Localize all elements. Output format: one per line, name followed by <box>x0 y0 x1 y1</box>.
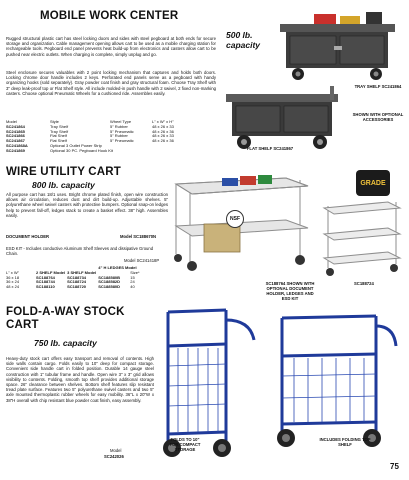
mobile-capacity: 500 lb. capacity <box>226 30 261 50</box>
fold-capacity: 750 lb. capacity <box>34 338 97 348</box>
table-cell: 5" Rubber <box>110 123 128 129</box>
table-cell: 48 x 26 x 33 <box>152 133 174 139</box>
table-cell: SC188724 <box>67 279 87 285</box>
flat-shelf-caption: FLAT SHELF SC241867 <box>246 146 294 151</box>
table-cell: 48 x 24 <box>6 284 20 290</box>
table-header: Wheel Type <box>110 119 132 124</box>
table-cell: 48 x 26 x 36 <box>152 128 174 134</box>
nsf-badge <box>226 210 244 228</box>
table-cell: SC241868A <box>6 142 28 148</box>
table-cell: SC241866 <box>6 133 25 139</box>
grade-badge <box>356 170 390 196</box>
fold-model-number: SC242026 <box>104 454 124 459</box>
sc188764-caption: SC188764 SHOWN WITH OPTIONAL DOCUMENT HOLDER, LEDGES AND ESD KIT <box>265 281 315 301</box>
wire-cart-sc188764-image <box>170 170 320 278</box>
table-header: Style <box>50 119 59 124</box>
table-cell: 36 x 24 <box>6 279 20 285</box>
table-cell: SC241865 <box>6 128 25 134</box>
mobile-paragraph-1: Rugged structural plastic cart has steel locking doors and sides with steel pegboard at both ends for secure storage and organization. Cable management opening allows cart to be used as a mobile charging station for rechargeable tools. Pegboard end panel prevents heat build-up from electronics and casters allow cart to be pushed near electric outlets. When charging is complete, simply unplug and go. <box>6 36 216 57</box>
wire-capacity: 800 lb. capacity <box>32 180 95 190</box>
folds-caption: FOLDS TO 10" FOR COMPACT STORAGE <box>169 437 201 452</box>
table-header: 3 SHELF Model <box>67 269 97 275</box>
table-row <box>6 149 176 154</box>
table-cell: 5" Pneumatic <box>110 128 134 134</box>
table-cell: SC188580B <box>98 274 121 280</box>
sc188724-caption: SC188724 <box>354 281 374 286</box>
tray-shelf-cart-image <box>270 4 404 84</box>
table-header: Size* <box>130 269 140 275</box>
table-cell: SC241867 <box>6 138 25 144</box>
table-cell: 15 <box>130 274 135 280</box>
document-holder-label: DOCUMENT HOLDER <box>6 234 50 239</box>
table-cell: SC241864 <box>6 123 25 129</box>
table-cell: 24 <box>130 279 135 285</box>
folding-shelf-caption: INCLUDES FOLDING TOP SHELF <box>319 437 371 447</box>
table-cell: 40 <box>130 284 135 290</box>
table-cell: 5" Rubber <box>110 133 128 139</box>
table-cell: Optional 30 PC. Pegboard Hook Kit <box>50 147 113 153</box>
flat-shelf-cart-image <box>220 78 345 153</box>
tray-shelf-caption: TRAY SHELF SC241864 <box>354 84 402 89</box>
table-cell: SC188580D <box>98 284 121 290</box>
nsf-badge-label: NSF <box>230 216 240 222</box>
accessories-caption: SHOWN WITH OPTIONAL ACCESSORIES <box>352 112 404 122</box>
wire-cart-sc188724-image <box>320 198 404 280</box>
grade-badge-label: GRADE <box>360 179 386 187</box>
table-cell: SC188720 <box>67 284 87 290</box>
esd-kit-description: ESD KIT - Includes conductive Aluminum Shelf Sleeves and dissipative Ground Chain. <box>6 246 154 256</box>
table-cell: Tray Shelf <box>50 128 69 134</box>
mobile-spec-table <box>6 120 176 154</box>
table-cell: SC188744 <box>36 279 55 285</box>
table-header: 2 SHELF Model <box>36 269 66 275</box>
table-cell: SC188734 <box>67 274 87 280</box>
page-number: 75 <box>390 462 399 471</box>
table-cell: 36 x 18 <box>6 274 20 280</box>
table-cell: 48 x 26 x 36 <box>152 138 174 144</box>
table-cell: Flat Shelf <box>50 138 67 144</box>
table-cell: SC188582D <box>98 279 121 285</box>
table-cell: Flat Shelf <box>50 133 67 139</box>
wire-spec-table <box>6 266 142 290</box>
fold-paragraph: Heavy-duty stock cart offers easy transport and removal of contents. High side walls contain cargo. Folds easily to 10" deep for compact storage. Convenient side handle cart in folded position. Durable 14 gauge steel construction with 1" tubular frame and handle. Open wire 3" x 3" grid allows visibility to contents. Folding, smooth top shelf provides additional storage space. 26" clearance between shelves. Bottom shelf features slip resistant tread plate surface. Features two 5" polyurethane swivel casters and two 5" axle mounted thermoplastic rubber wheels for easy mobility. 36"L x 20"W x 38"H overall with chip resistant blue powder coat finish, easy assembly. <box>6 356 154 403</box>
mobile-paragraph-2: Steel enclosure secures valuables with 2 point locking mechanism that captures and holds both doors. Locking chrome door handle includes 2 keys. Perforated end panels serve as a pegboard with handy organizing hooks (sold separately). Gray powder coat finish and gray structural foam. Choose Tray Shelf with 3" deep leak-proof top or Flat Shelf style. All include molded-in push handle with 2 swivel, 2 fixed non-marking casters. Choose optional Pneumatic Wheels for a cushioned ride. Assembles easily. <box>6 70 216 96</box>
table-header: Model <box>6 119 17 124</box>
folded-stock-cart-image <box>150 306 270 460</box>
fold-model-label: Model <box>110 448 122 453</box>
table-row <box>6 285 142 290</box>
open-stock-cart-image <box>264 306 404 456</box>
document-holder-model: Model SC188670N <box>120 234 157 239</box>
wire-paragraph: All purpose cart has 18/1 uses. Bright chrome plated finish, open wire construction allows air circulation, reduces dust and dirt build-up. Adjustable shelves. 5" polyurethane wheel swivel casters with protective bumpers. Optional snap-on ledges help to prevent fall-off, ledges stack to create a basket effect. 38" high. Assembles easily. <box>6 192 168 218</box>
table-cell: Optional 3 Outlet Power Strip <box>50 142 102 148</box>
table-cell: SC188110 <box>36 284 55 290</box>
table-header: L" x W" x H" <box>152 119 174 124</box>
table-cell: Tray Shelf <box>50 123 69 129</box>
table-cell: 5" Pneumatic <box>110 138 134 144</box>
table-cell: SC241869 <box>6 147 25 153</box>
wire-title: WIRE UTILITY CART <box>6 166 121 178</box>
fold-title: FOLD-A-WAY STOCK CART <box>6 306 125 331</box>
esd-kit-model: Model SC241418P <box>124 258 160 263</box>
table-header: 4" H LEDGES Model <box>98 265 137 270</box>
table-header: L" x W" <box>6 269 20 275</box>
table-cell: 48 x 26 x 33 <box>152 123 174 129</box>
table-cell: SC188764 <box>36 274 55 280</box>
mobile-title: MOBILE WORK CENTER <box>40 10 179 22</box>
